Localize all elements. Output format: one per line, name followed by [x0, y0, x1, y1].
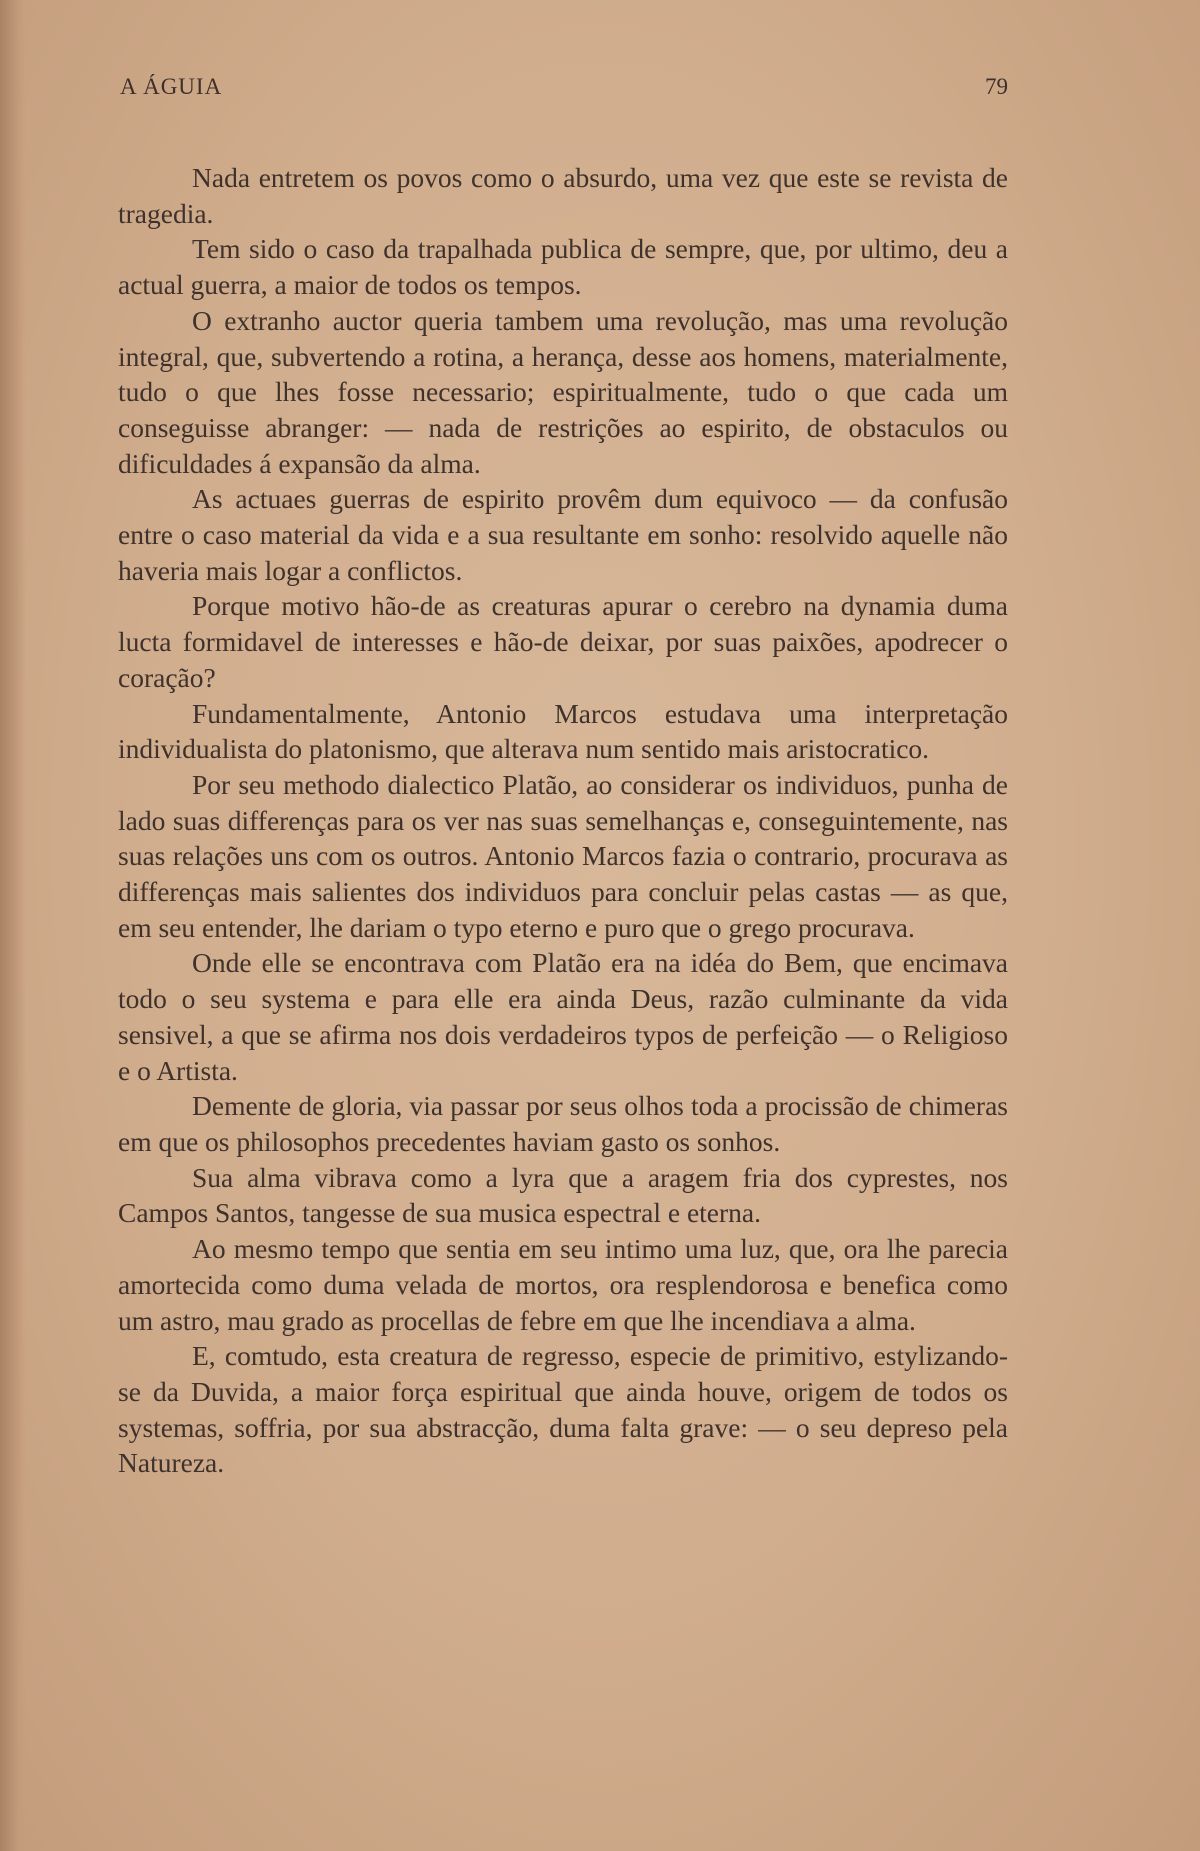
page-header — [120, 74, 1008, 110]
page-edge-shadow — [0, 0, 26, 1851]
body-text — [118, 160, 1008, 1481]
page-number: 79 — [985, 74, 1008, 99]
paragraph: O extranho auctor queria tambem uma revolução, mas uma revolução integral, que, subvertendo a rotina, a herança, desse aos homens, materialmente, tudo o que lhes fosse necessario; espiritualmente, tudo o que cada um conseguisse abranger: — nada de restrições ao espirito, de obstaculos ou dificuldades á expansão da alma. — [118, 304, 1008, 479]
paragraph: Porque motivo hão-de as creaturas apurar o cerebro na dynamia duma lucta formidavel de interesses e hão-de deixar, por suas paixões, apodrecer o coração? — [118, 590, 1008, 693]
paragraph: Tem sido o caso da trapalhada publica de sempre, que, por ultimo, deu a actual guerra, a maior de todos os tempos. — [118, 233, 1008, 301]
running-title: A ÁGUIA — [120, 74, 223, 99]
paragraph: Sua alma vibrava como a lyra que a aragem fria dos cyprestes, nos Campos Santos, tangesse de sua musica espectral e eterna. — [118, 1161, 1008, 1229]
paragraph: Nada entretem os povos como o absurdo, uma vez que este se revista de tragedia. — [118, 162, 1008, 229]
paragraph: Por seu methodo dialectico Platão, ao considerar os individuos, punha de lado suas differenças para os ver nas suas semelhanças e, conseguintemente, nas suas relações uns com os outros. Antonio Marcos fazia o contrario, procurava as differenças mais salientes dos individuos para concluir pelas castas — as que, em seu entender, lhe dariam o typo eterno e puro que o grego procurava. — [118, 768, 1008, 943]
paragraph: As actuaes guerras de espirito provêm dum equivoco — da confusão entre o caso material da vida e a sua resultante em sonho: resolvido aquelle não haveria mais logar a conflictos. — [118, 483, 1008, 586]
paragraph: Ao mesmo tempo que sentia em seu intimo uma luz, que, ora lhe parecia amortecida como duma velada de mortos, ora resplendorosa e benefica como um astro, mau grado as procellas de febre em que lhe incendiava a alma. — [118, 1233, 1008, 1336]
paragraph: E, comtudo, esta creatura de regresso, especie de primitivo, estylizando-se da Duvida, a maior força espiritual que ainda houve, origem de todos os systemas, soffria, por sua abstracção, duma falta grave: — o seu depreso pela Natureza. — [118, 1340, 1008, 1479]
paragraph: Demente de gloria, via passar por seus olhos toda a procissão de chimeras em que os philosophos precedentes haviam gasto os sonhos. — [118, 1090, 1008, 1157]
paragraph: Fundamentalmente, Antonio Marcos estudava uma interpretação individualista do platonismo, que alterava num sentido mais aristocratico. — [118, 697, 1008, 765]
paragraph: Onde elle se encontrava com Platão era na idéa do Bem, que encimava todo o seu systema e para elle era ainda Deus, razão culminante da vida sensivel, a que se afirma nos dois verdadeiros typos de perfeição — o Religioso e o Artista. — [118, 947, 1008, 1086]
